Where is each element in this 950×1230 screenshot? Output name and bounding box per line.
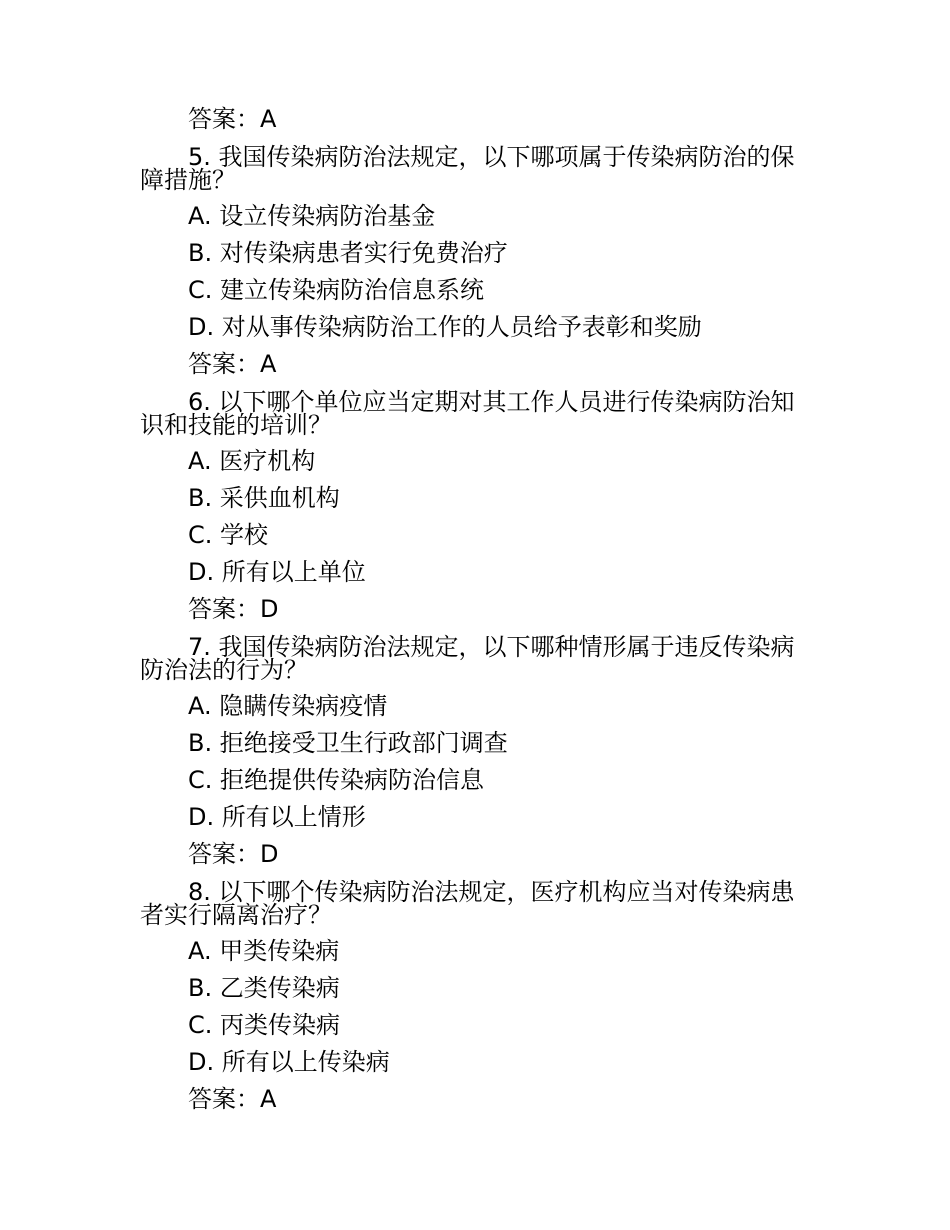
answer-label: 答案： (188, 105, 260, 133)
question-text: 8. 以下哪个传染病防治法规定，医疗机构应当对传染病患者实行隔离治疗？ (140, 878, 795, 929)
answer-label: 答案： (188, 840, 260, 868)
option-d: D. 所有以上情形 (188, 803, 366, 831)
option-c: C. 学校 (188, 521, 269, 549)
quiz-content (140, 101, 820, 1118)
answer-value: D (260, 595, 279, 623)
option-b: B. 乙类传染病 (188, 974, 340, 1002)
answer-line (140, 346, 820, 383)
answer-line (140, 591, 820, 628)
option-c: C. 拒绝提供传染病防治信息 (188, 766, 485, 794)
option-a: A. 医疗机构 (188, 447, 316, 475)
answer-line (140, 1081, 820, 1118)
question-text: 5. 我国传染病防治法规定，以下哪项属于传染病防治的保障措施？ (140, 143, 795, 194)
answer-line (140, 101, 820, 138)
answer-label: 答案： (188, 1085, 260, 1113)
option-b: B. 采供血机构 (188, 484, 340, 512)
option-a: A. 设立传染病防治基金 (188, 202, 436, 230)
answer-value: A (260, 105, 277, 133)
option-d: D. 对从事传染病防治工作的人员给予表彰和奖励 (188, 313, 702, 341)
question-text: 6. 以下哪个单位应当定期对其工作人员进行传染病防治知识和技能的培训？ (140, 388, 795, 439)
question-text: 7. 我国传染病防治法规定，以下哪种情形属于违反传染病防治法的行为？ (140, 633, 795, 684)
answer-value: D (260, 840, 279, 868)
option-b: B. 对传染病患者实行免费治疗 (188, 239, 508, 267)
answer-value: A (260, 350, 277, 378)
answer-value: A (260, 1085, 277, 1113)
option-c: C. 建立传染病防治信息系统 (188, 276, 485, 304)
answer-label: 答案： (188, 350, 260, 378)
option-a: A. 隐瞒传染病疫情 (188, 692, 388, 720)
answer-line (140, 836, 820, 873)
option-c: C. 丙类传染病 (188, 1011, 341, 1039)
option-b: B. 拒绝接受卫生行政部门调查 (188, 729, 508, 757)
option-a: A. 甲类传染病 (188, 937, 340, 965)
answer-label: 答案： (188, 595, 260, 623)
option-d: D. 所有以上单位 (188, 558, 366, 586)
option-d: D. 所有以上传染病 (188, 1048, 390, 1076)
